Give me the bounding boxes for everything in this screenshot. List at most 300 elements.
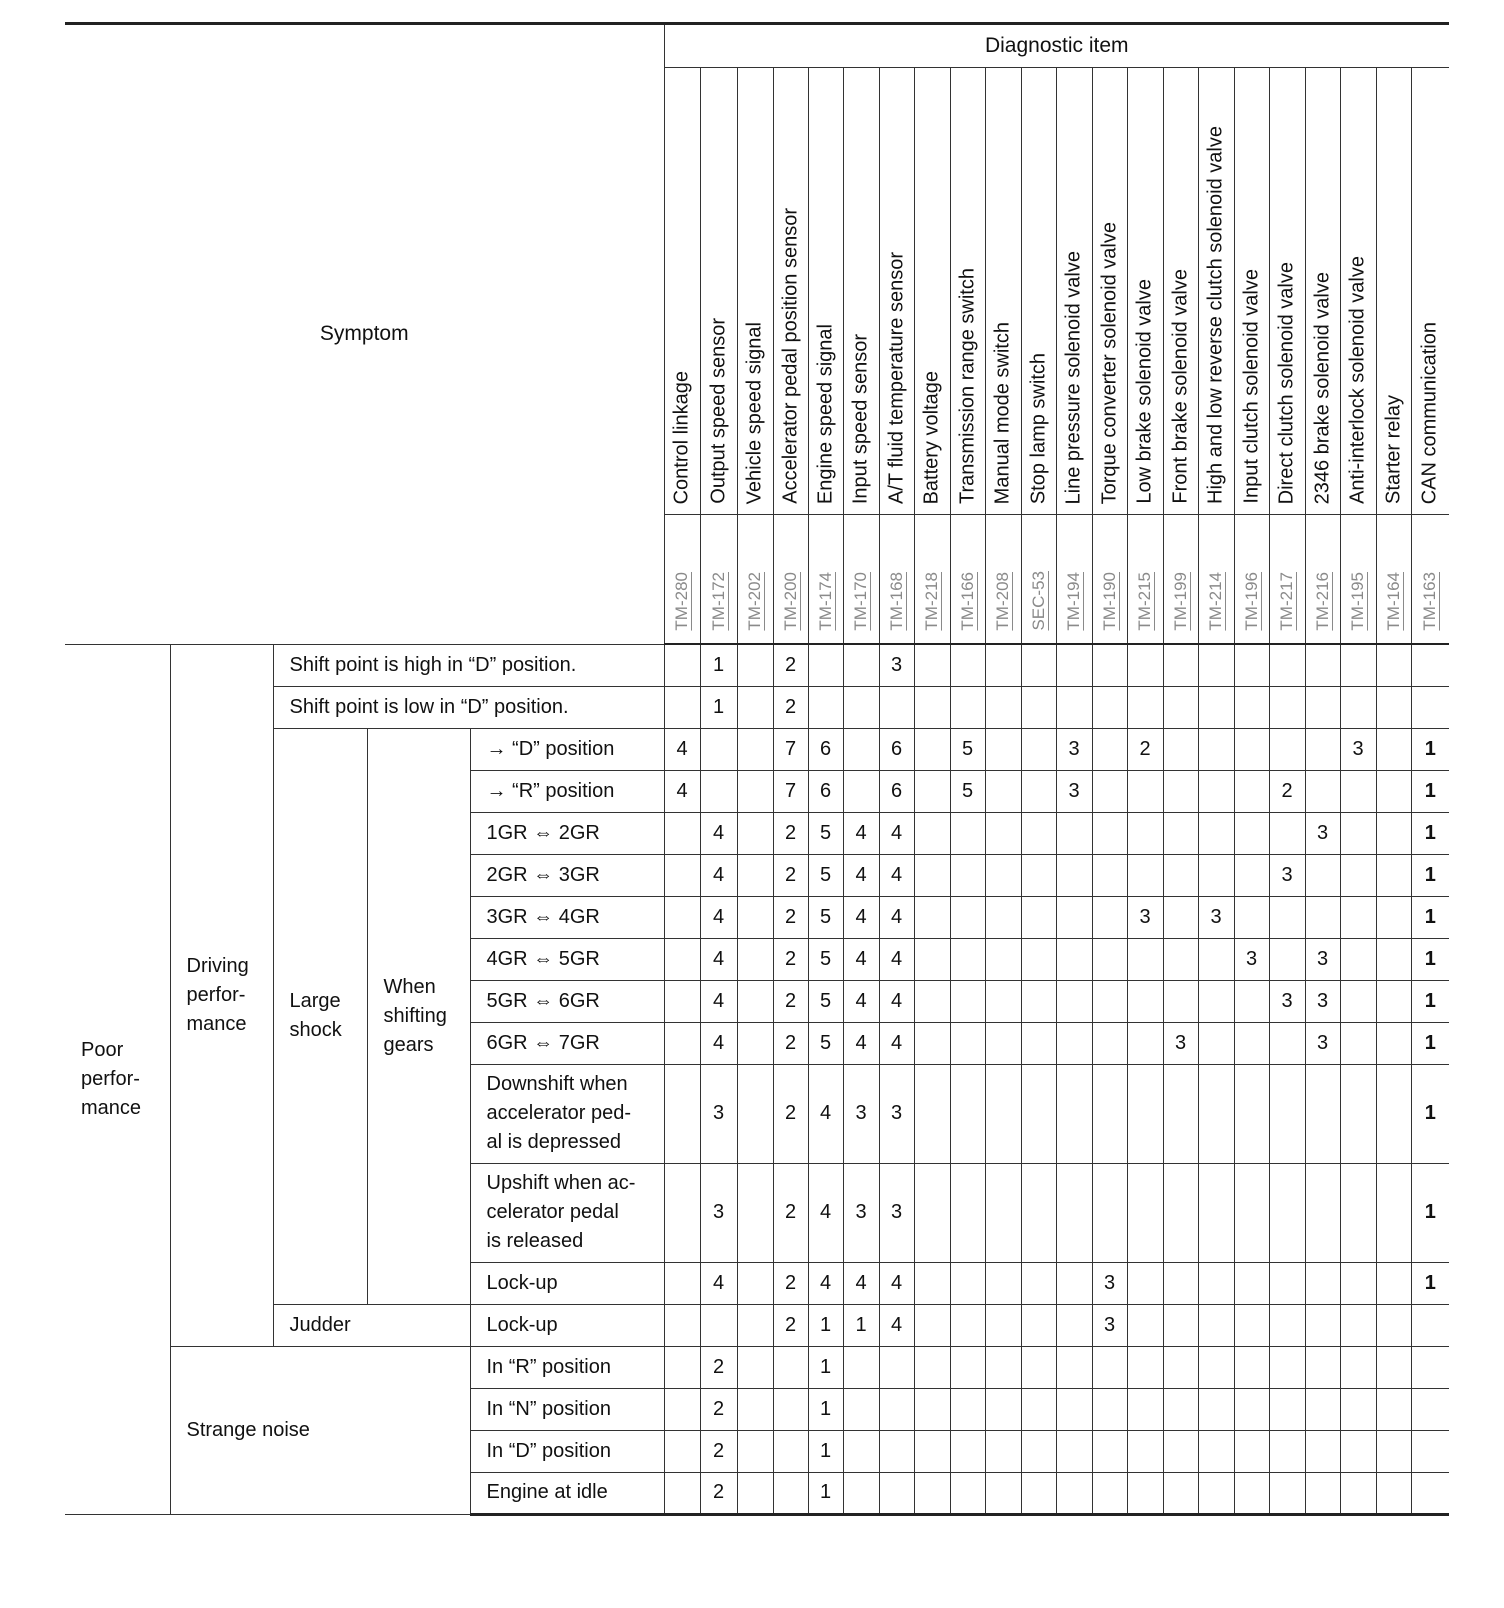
- priority-cell: [1021, 1163, 1056, 1262]
- reference-link[interactable]: TM-174: [815, 572, 835, 631]
- priority-cell: [1269, 1430, 1305, 1472]
- diagnostic-item-can-communication: [1411, 68, 1449, 515]
- diagnostic-item-ref-cell: [664, 515, 700, 645]
- priority-cell: [843, 1430, 879, 1472]
- priority-cell: [985, 1262, 1021, 1304]
- priority-cell: 2: [1127, 728, 1163, 770]
- priority-cell: 4: [700, 896, 737, 938]
- priority-cell: [914, 1472, 950, 1514]
- priority-cell: [950, 896, 985, 938]
- priority-cell: [879, 1346, 914, 1388]
- priority-cell: [737, 1022, 773, 1064]
- diagnostic-item-ref-cell: [914, 515, 950, 645]
- priority-cell: [1127, 644, 1163, 686]
- priority-cell: [1092, 854, 1127, 896]
- diagnostic-item-ref-cell: [843, 515, 879, 645]
- diagnostic-item-name: A/T fluid temperature sensor: [885, 252, 907, 504]
- priority-cell: [1269, 938, 1305, 980]
- priority-cell: [1198, 1346, 1234, 1388]
- priority-cell: [985, 686, 1021, 728]
- diagnostic-item-name: Line pressure solenoid valve: [1062, 250, 1085, 504]
- diagnostic-item-high-and-low-reverse-clutch-solenoid-valve: [1198, 68, 1234, 515]
- priority-cell: [737, 644, 773, 686]
- priority-cell: [1092, 1388, 1127, 1430]
- diagnostic-item-ref-cell: [950, 515, 985, 645]
- priority-cell: 3: [1056, 728, 1092, 770]
- symptom-label: Engine at idle: [470, 1472, 664, 1514]
- priority-cell: [1163, 686, 1198, 728]
- diagnostic-item-ref-cell: [1127, 515, 1163, 645]
- priority-cell: [1163, 896, 1198, 938]
- priority-cell: [1163, 812, 1198, 854]
- priority-cell: [1056, 1430, 1092, 1472]
- reference-link[interactable]: TM-195: [1348, 572, 1367, 631]
- when-shifting-gears-label: When shifting gears: [367, 728, 470, 1304]
- priority-cell: [737, 1163, 773, 1262]
- reference-link[interactable]: SEC-53: [1028, 571, 1048, 631]
- priority-cell: [773, 1430, 808, 1472]
- priority-cell: 1: [1411, 812, 1449, 854]
- reference-link[interactable]: TM-199: [1170, 572, 1190, 631]
- diagnostic-item-name: High and low reverse clutch solenoid valve: [1204, 126, 1227, 504]
- priority-cell: [914, 938, 950, 980]
- priority-cell: 2: [773, 1022, 808, 1064]
- diagnostic-item-name: Input clutch solenoid valve: [1240, 269, 1262, 504]
- priority-cell: [914, 1022, 950, 1064]
- priority-cell: [1234, 1388, 1269, 1430]
- priority-cell: [1198, 686, 1234, 728]
- priority-cell: [1269, 1388, 1305, 1430]
- priority-cell: [1411, 1430, 1449, 1472]
- priority-cell: [1269, 1022, 1305, 1064]
- priority-cell: [1340, 854, 1376, 896]
- priority-cell: [1376, 1304, 1411, 1346]
- priority-cell: [950, 1262, 985, 1304]
- priority-cell: 1: [700, 644, 737, 686]
- priority-cell: [950, 854, 985, 896]
- priority-cell: [914, 1346, 950, 1388]
- priority-cell: [1269, 812, 1305, 854]
- priority-cell: [879, 1430, 914, 1472]
- priority-cell: 4: [700, 854, 737, 896]
- priority-cell: [1056, 812, 1092, 854]
- priority-cell: [1305, 1064, 1340, 1163]
- driving-performance-label: Driving perfor- mance: [170, 644, 273, 1346]
- priority-cell: 1: [1411, 854, 1449, 896]
- priority-cell: 5: [950, 770, 985, 812]
- priority-cell: [879, 1388, 914, 1430]
- priority-cell: [1411, 1304, 1449, 1346]
- priority-cell: [737, 938, 773, 980]
- priority-cell: [843, 770, 879, 812]
- priority-cell: [1376, 854, 1411, 896]
- priority-cell: 4: [843, 896, 879, 938]
- priority-cell: [985, 1022, 1021, 1064]
- priority-cell: [985, 644, 1021, 686]
- large-shock-label: Large shock: [273, 728, 367, 1304]
- reference-link[interactable]: TM-172: [708, 572, 728, 631]
- priority-cell: 2: [700, 1472, 737, 1514]
- diagnostic-item-transmission-range-switch: [950, 68, 985, 515]
- reference-link[interactable]: TM-170: [851, 572, 870, 631]
- priority-cell: [737, 812, 773, 854]
- diagnostic-item-name: Direct clutch solenoid valve: [1275, 261, 1298, 504]
- priority-cell: 1: [808, 1430, 843, 1472]
- priority-cell: 4: [843, 854, 879, 896]
- priority-cell: 4: [843, 938, 879, 980]
- priority-cell: [1021, 1430, 1056, 1472]
- priority-cell: [1021, 1346, 1056, 1388]
- priority-cell: [1376, 1064, 1411, 1163]
- priority-cell: [950, 938, 985, 980]
- priority-cell: [1127, 854, 1163, 896]
- priority-cell: [1092, 728, 1127, 770]
- diagnostic-item-ref-cell: [1021, 515, 1056, 645]
- priority-cell: 6: [879, 728, 914, 770]
- priority-cell: [950, 1304, 985, 1346]
- diagnostic-item-battery-voltage: [914, 68, 950, 515]
- priority-cell: 4: [700, 938, 737, 980]
- reference-link[interactable]: TM-202: [745, 572, 764, 631]
- priority-cell: [1198, 1163, 1234, 1262]
- priority-cell: [1305, 1262, 1340, 1304]
- priority-cell: 6: [879, 770, 914, 812]
- priority-cell: [1198, 1304, 1234, 1346]
- priority-cell: [1340, 1064, 1376, 1163]
- priority-cell: 4: [808, 1163, 843, 1262]
- priority-cell: [664, 1388, 700, 1430]
- symptom-label: → “D” position: [470, 728, 664, 770]
- symptom-label: Shift point is low in “D” position.: [273, 686, 664, 728]
- priority-cell: [843, 1388, 879, 1430]
- priority-cell: 2: [700, 1430, 737, 1472]
- priority-cell: [1092, 896, 1127, 938]
- judder-label: Judder: [273, 1304, 470, 1346]
- priority-cell: [1269, 1163, 1305, 1262]
- priority-cell: 3: [1305, 1022, 1340, 1064]
- priority-cell: [1305, 1472, 1340, 1514]
- priority-cell: [1198, 812, 1234, 854]
- priority-cell: [1092, 938, 1127, 980]
- priority-cell: 5: [808, 812, 843, 854]
- diagnostic-item-name: Transmission range switch: [956, 267, 978, 504]
- priority-cell: [808, 644, 843, 686]
- priority-cell: [985, 896, 1021, 938]
- priority-cell: [1305, 1346, 1340, 1388]
- priority-cell: [1056, 1022, 1092, 1064]
- priority-cell: [1092, 812, 1127, 854]
- priority-cell: [737, 980, 773, 1022]
- priority-cell: [843, 644, 879, 686]
- symptom-row: [65, 686, 1449, 728]
- priority-cell: [1376, 1022, 1411, 1064]
- reference-link[interactable]: TM-216: [1312, 572, 1332, 631]
- priority-cell: [737, 1262, 773, 1304]
- priority-cell: 2: [773, 980, 808, 1022]
- priority-cell: [737, 1064, 773, 1163]
- symptom-header: Symptom: [65, 24, 664, 645]
- priority-cell: 4: [700, 812, 737, 854]
- diagnostic-table: [65, 22, 1449, 1516]
- priority-cell: [737, 1388, 773, 1430]
- diagnostic-item-a-t-fluid-temperature-sensor: [879, 68, 914, 515]
- priority-cell: [1340, 1346, 1376, 1388]
- priority-cell: [1056, 1388, 1092, 1430]
- priority-cell: [1234, 770, 1269, 812]
- symptom-row: [65, 728, 1449, 770]
- priority-cell: [1163, 980, 1198, 1022]
- reference-link[interactable]: TM-280: [672, 572, 691, 631]
- priority-cell: [985, 854, 1021, 896]
- priority-cell: [1340, 1022, 1376, 1064]
- priority-cell: [664, 896, 700, 938]
- priority-cell: 3: [1198, 896, 1234, 938]
- priority-cell: 4: [879, 1304, 914, 1346]
- diagnostic-item-line-pressure-solenoid-valve: [1056, 68, 1092, 515]
- reference-link[interactable]: TM-166: [957, 572, 977, 631]
- priority-cell: 3: [1269, 854, 1305, 896]
- diagnostic-item-ref-cell: [1163, 515, 1198, 645]
- priority-cell: 2: [773, 1262, 808, 1304]
- priority-cell: [1234, 980, 1269, 1022]
- priority-cell: [664, 812, 700, 854]
- diagnostic-item-name: Control linkage: [670, 370, 693, 504]
- diagnostic-item-name: Accelerator pedal position sensor: [779, 208, 801, 504]
- priority-cell: [950, 980, 985, 1022]
- priority-cell: [1269, 1472, 1305, 1514]
- reference-link[interactable]: TM-190: [1099, 572, 1119, 631]
- priority-cell: [1163, 1388, 1198, 1430]
- priority-cell: 1: [808, 1472, 843, 1514]
- priority-cell: [1234, 686, 1269, 728]
- reference-link[interactable]: TM-194: [1064, 572, 1083, 631]
- priority-cell: [914, 728, 950, 770]
- priority-cell: [1376, 686, 1411, 728]
- diagnostic-item-ref-cell: [773, 515, 808, 645]
- priority-cell: [664, 1472, 700, 1514]
- reference-link[interactable]: TM-217: [1277, 572, 1296, 631]
- priority-cell: 4: [879, 854, 914, 896]
- reference-link[interactable]: TM-196: [1241, 572, 1261, 631]
- priority-cell: [1092, 686, 1127, 728]
- diagnostic-item-name: Battery voltage: [920, 370, 943, 504]
- priority-cell: [1234, 1022, 1269, 1064]
- priority-cell: [1269, 686, 1305, 728]
- priority-cell: [1340, 1304, 1376, 1346]
- diagnostic-item-stop-lamp-switch: [1021, 68, 1056, 515]
- priority-cell: [1092, 1430, 1127, 1472]
- diagnostic-item-ref-cell: [1092, 515, 1127, 645]
- priority-cell: [1376, 1388, 1411, 1430]
- priority-cell: [1340, 812, 1376, 854]
- reference-link[interactable]: TM-215: [1135, 572, 1154, 631]
- reference-link[interactable]: TM-214: [1206, 572, 1225, 631]
- priority-cell: 6: [808, 728, 843, 770]
- priority-cell: [737, 896, 773, 938]
- diagnostic-item-name: Engine speed signal: [814, 323, 836, 504]
- priority-cell: [700, 1304, 737, 1346]
- priority-cell: [1234, 1064, 1269, 1163]
- priority-cell: [1127, 980, 1163, 1022]
- priority-cell: [1163, 1346, 1198, 1388]
- priority-cell: [1340, 1163, 1376, 1262]
- priority-cell: [1092, 980, 1127, 1022]
- priority-cell: 4: [808, 1064, 843, 1163]
- priority-cell: [1163, 854, 1198, 896]
- reference-link[interactable]: TM-163: [1420, 572, 1440, 631]
- priority-cell: [985, 728, 1021, 770]
- priority-cell: [737, 1346, 773, 1388]
- priority-cell: [1198, 1262, 1234, 1304]
- reference-link[interactable]: TM-200: [780, 572, 800, 631]
- priority-cell: 4: [843, 1262, 879, 1304]
- symptom-label: 5GR ⇔ 6GR: [470, 980, 664, 1022]
- diagnostic-item-ref-cell: [1340, 515, 1376, 645]
- priority-cell: [1198, 1472, 1234, 1514]
- priority-cell: [1340, 770, 1376, 812]
- priority-cell: 4: [879, 938, 914, 980]
- priority-cell: 4: [700, 1262, 737, 1304]
- priority-cell: [1127, 1064, 1163, 1163]
- priority-cell: [985, 812, 1021, 854]
- priority-cell: [1021, 1472, 1056, 1514]
- priority-cell: [1021, 686, 1056, 728]
- priority-cell: [737, 770, 773, 812]
- priority-cell: 1: [1411, 896, 1449, 938]
- priority-cell: 3: [700, 1163, 737, 1262]
- priority-cell: [1234, 728, 1269, 770]
- priority-cell: [1234, 1472, 1269, 1514]
- diagnostic-item-name: Front brake solenoid valve: [1169, 269, 1191, 504]
- symptom-label: Lock-up: [470, 1262, 664, 1304]
- diagnostic-item-low-brake-solenoid-valve: [1127, 68, 1163, 515]
- priority-cell: [1127, 1430, 1163, 1472]
- priority-cell: 6: [808, 770, 843, 812]
- priority-cell: [914, 770, 950, 812]
- priority-cell: [950, 1388, 985, 1430]
- priority-cell: [914, 1163, 950, 1262]
- priority-cell: [664, 686, 700, 728]
- priority-cell: [1021, 854, 1056, 896]
- priority-cell: [1305, 686, 1340, 728]
- priority-cell: [985, 938, 1021, 980]
- symptom-label: Lock-up: [470, 1304, 664, 1346]
- priority-cell: 5: [808, 1022, 843, 1064]
- priority-cell: [1198, 1022, 1234, 1064]
- diagnostic-item-manual-mode-switch: [985, 68, 1021, 515]
- priority-cell: [700, 728, 737, 770]
- priority-cell: [1269, 896, 1305, 938]
- priority-cell: 3: [1127, 896, 1163, 938]
- priority-cell: [1198, 1388, 1234, 1430]
- priority-cell: 4: [700, 1022, 737, 1064]
- diagnostic-item-name: Stop lamp switch: [1027, 352, 1049, 504]
- priority-cell: [1021, 812, 1056, 854]
- priority-cell: [1127, 770, 1163, 812]
- priority-cell: [1127, 812, 1163, 854]
- priority-cell: [737, 1430, 773, 1472]
- priority-cell: 3: [843, 1064, 879, 1163]
- priority-cell: [1234, 1163, 1269, 1262]
- priority-cell: 1: [808, 1388, 843, 1430]
- priority-cell: [1340, 686, 1376, 728]
- priority-cell: 2: [773, 854, 808, 896]
- priority-cell: [1021, 896, 1056, 938]
- reference-link[interactable]: TM-168: [886, 572, 906, 631]
- priority-cell: 4: [808, 1262, 843, 1304]
- priority-cell: [914, 686, 950, 728]
- symptom-label: Downshift when accelerator ped- al is depressed: [470, 1064, 664, 1163]
- priority-cell: [808, 686, 843, 728]
- priority-cell: [950, 644, 985, 686]
- diagnostic-item-2346-brake-solenoid-valve: [1305, 68, 1340, 515]
- poor-performance-label: Poor perfor- mance: [65, 644, 170, 1514]
- priority-cell: 3: [879, 644, 914, 686]
- priority-cell: [950, 1022, 985, 1064]
- priority-cell: [1234, 812, 1269, 854]
- reference-link[interactable]: TM-208: [993, 572, 1012, 631]
- priority-cell: [1411, 644, 1449, 686]
- priority-cell: 3: [879, 1163, 914, 1262]
- priority-cell: [664, 1304, 700, 1346]
- priority-cell: 1: [1411, 728, 1449, 770]
- priority-cell: [1305, 896, 1340, 938]
- symptom-label: Shift point is high in “D” position.: [273, 644, 664, 686]
- priority-cell: [950, 1430, 985, 1472]
- diagnostic-item-ref-cell: [737, 515, 773, 645]
- priority-cell: 3: [1305, 938, 1340, 980]
- priority-cell: [843, 686, 879, 728]
- reference-link[interactable]: TM-164: [1383, 572, 1403, 631]
- priority-cell: 3: [1305, 812, 1340, 854]
- priority-cell: [985, 1064, 1021, 1163]
- diagnostic-item-ref-cell: [1198, 515, 1234, 645]
- priority-cell: [914, 644, 950, 686]
- priority-cell: [1021, 1388, 1056, 1430]
- priority-cell: [950, 686, 985, 728]
- priority-cell: [1376, 770, 1411, 812]
- priority-cell: [1305, 728, 1340, 770]
- priority-cell: [1127, 1304, 1163, 1346]
- priority-cell: 2: [773, 812, 808, 854]
- priority-cell: 3: [1234, 938, 1269, 980]
- diagnostic-item-torque-converter-solenoid-valve: [1092, 68, 1127, 515]
- priority-cell: [1376, 1346, 1411, 1388]
- diagnostic-item-ref-cell: [1056, 515, 1092, 645]
- priority-cell: [950, 1064, 985, 1163]
- priority-cell: [1092, 1472, 1127, 1514]
- priority-cell: 5: [808, 896, 843, 938]
- priority-cell: 1: [1411, 980, 1449, 1022]
- reference-link[interactable]: TM-218: [922, 572, 941, 631]
- diagnostic-item-input-clutch-solenoid-valve: [1234, 68, 1269, 515]
- priority-cell: 3: [1056, 770, 1092, 812]
- priority-cell: [1056, 854, 1092, 896]
- priority-cell: [664, 1022, 700, 1064]
- priority-cell: 4: [879, 980, 914, 1022]
- priority-cell: [1056, 1472, 1092, 1514]
- priority-cell: 1: [1411, 1064, 1449, 1163]
- priority-cell: [1163, 728, 1198, 770]
- diagnostic-item-control-linkage: [664, 68, 700, 515]
- priority-cell: [664, 854, 700, 896]
- priority-cell: [1021, 1304, 1056, 1346]
- priority-cell: [1376, 644, 1411, 686]
- priority-cell: [1234, 1304, 1269, 1346]
- priority-cell: 4: [843, 812, 879, 854]
- priority-cell: [879, 686, 914, 728]
- priority-cell: [1376, 728, 1411, 770]
